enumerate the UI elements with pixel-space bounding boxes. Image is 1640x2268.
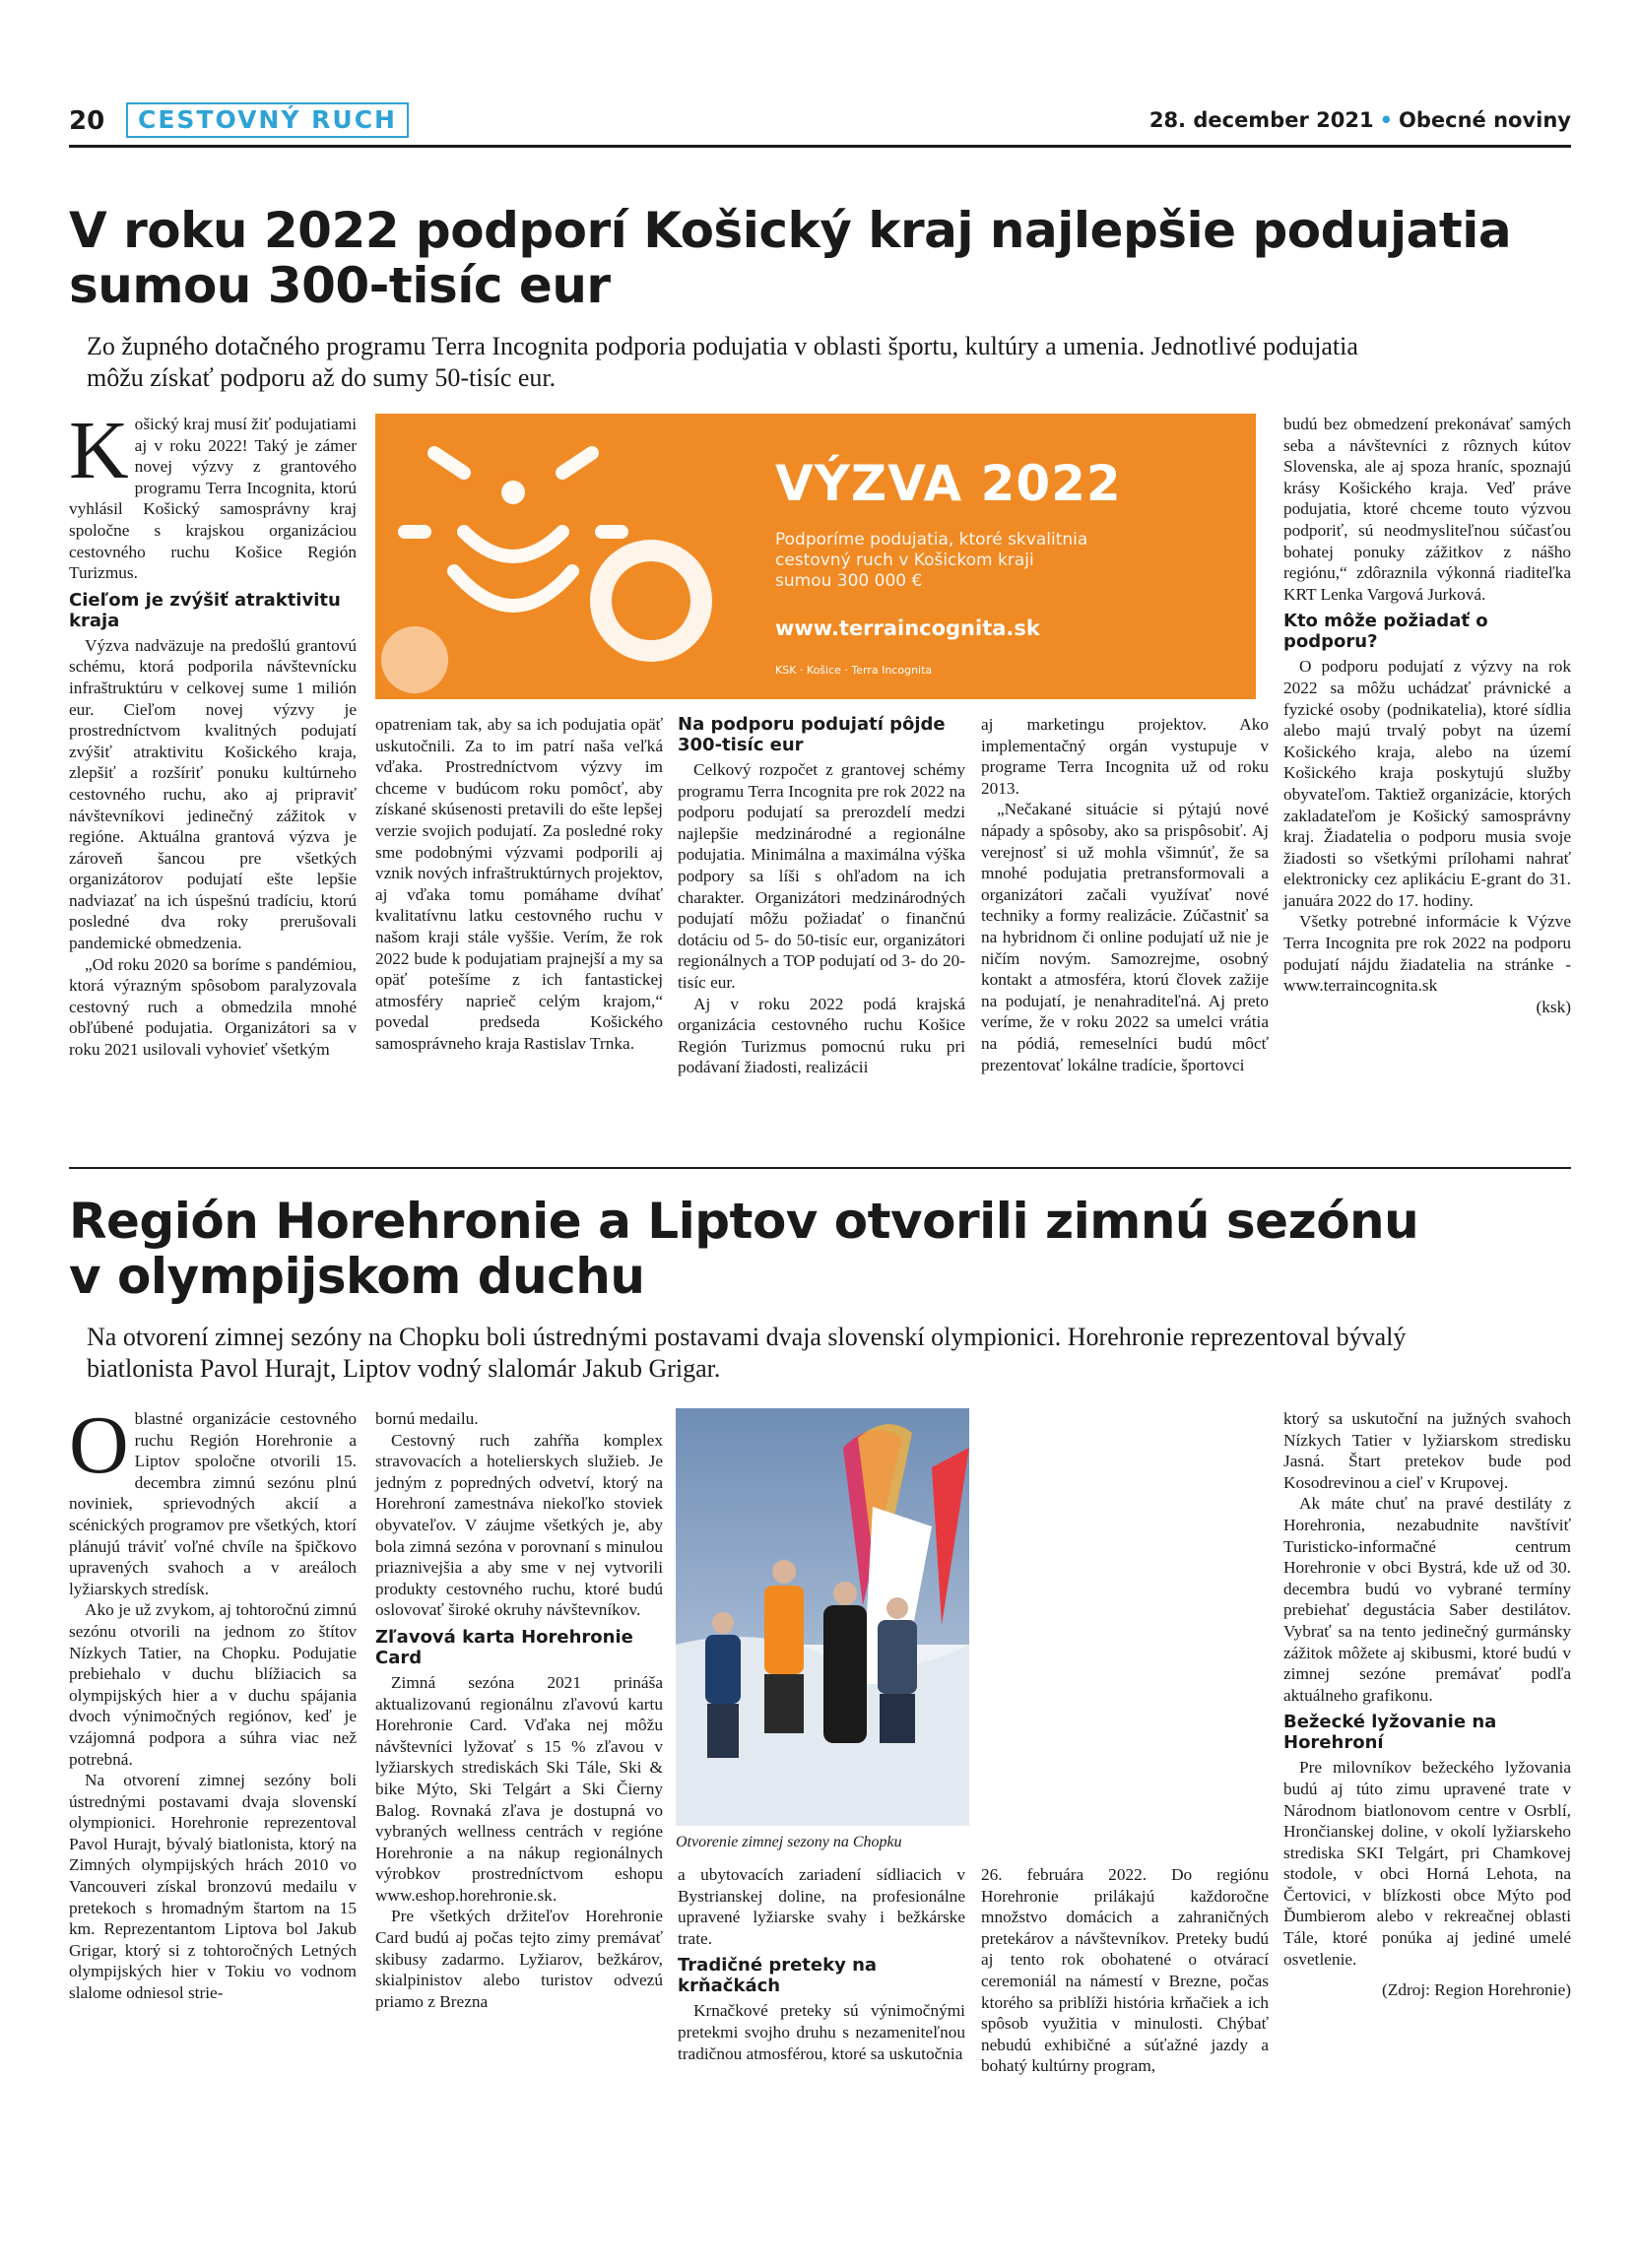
article1-title-line1: V roku 2022 podporí Košický kraj najlepšie podujatia xyxy=(69,202,1512,259)
article1-credit: (ksk) xyxy=(1536,997,1571,1016)
article2-col1 xyxy=(69,1399,357,2004)
article2-col3 xyxy=(678,1864,965,2064)
banner-url[interactable]: www.terraincognita.sk xyxy=(775,616,1040,640)
paragraph: Pre všetkých držiteľov Horehronie Card budú aj počas tejto zimy premávať skibusy zadarmo. Lyžiarov, bežkárov, skialpinistov alebo turistov odvezú priamo z Brezna xyxy=(375,1907,663,2011)
article2-title-line1: Región Horehronie a Liptov otvorili zimnú sezónu xyxy=(69,1193,1419,1250)
article1-col1 xyxy=(69,405,357,1061)
paragraph: ošický kraj musí žiť podujatiami aj v roku 2022! Taký je zámer novej výzvy z grantového programu Terra Incognita, ktorú vyhlásil Košický samosprávny kraj spoločne s krajskou organizáciou cestovného ruchu Košice Región Turizmus. xyxy=(69,415,357,583)
paragraph: „Nečakané situácie si pýtajú nové nápady a spôsoby, ako sa prispôsobiť. Aj verejnosť si už mohla všimnúť, že sa mnohé podujatia pretransformovali a organizátori začali využívať nové techniky a formy realizácie. Zúčastniť sa na hybridnom či online podujatí už nie je ničím novým. Samozrejme, osobný kontakt a atmosféra, ktorú človek zažije na podujatí, je nenahraditeľná. Aj preto veríme, že v roku 2022 sa umelci vrátia na pódiá, remeselníci budú môcť prezentovať lokálne tradície, športovci xyxy=(981,800,1269,1074)
paragraph: 26. februára 2022. Do regiónu Horehronie prilákajú každoročne množstvo domácich a zahraničných pretekárov a návštevníkov. Preteky budú aj tento rok obohatené o otvárací ceremoniál na námestí v Brezne, počas ktorého sa priblíži história krňačiek a ich spôsob využitia v minulosti. Chýbať nebudú exhibičné a súťažné jazdy a bohatý kultúrny program, xyxy=(981,1865,1269,2076)
article1-col2 xyxy=(375,714,663,1055)
banner-sub2: cestovný ruch v Košickom kraji xyxy=(775,551,1034,570)
article2-title xyxy=(69,1194,1418,1304)
article1-col4 xyxy=(981,714,1269,1075)
paragraph: opatreniam tak, aby sa ich podujatia opäť uskutočnili. Za to im patrí naša veľká vďaka. Prostredníctvom výzvy im chceme v budúcom roku pomôcť, aby získané skúsenosti pretavili do ešte lepšej verzie svojich podujatí. Za posledné roky sme podobnými výzvami podporili aj vznik nových infraštruktúrnych projektov, aj vďaka tomu pomáhame dvíhať kvalitatívnu latku cestovného ruchu v našom kraji stále vyššie. Verím, že rok 2022 bude k podujatiam prajnejší a my sa opäť potešíme z ich fantastickej atmosféry naprieč celým krajom,“ povedal predseda Košického samosprávneho kraja Rastislav Trnka. xyxy=(375,715,663,1053)
paragraph: Cestovný ruch zahŕňa komplex stravovacích a hotelierskych služieb. Je jedným z popredných odvetví, ktorý na Horehroní zamestnáva niekoľko stoviek obyvateľov. V záujme všetkých je, aby bola zimná sezóna v porovnaní s minulou priaznivejšia a aby sme v nej vytvorili produkty cestovného ruchu, ktoré budú oslovovať široké okruhy návštevníkov. xyxy=(375,1430,663,1620)
article-divider xyxy=(69,1167,1571,1169)
page-number: 20 xyxy=(69,106,105,136)
paragraph: budú bez obmedzení prekonávať samých seba a návštevníci z rôznych kútov Slovenska, ale aj spoza hraníc, spoznajú krásy Košického kraja. Veď práve podujatia, ktoré chceme touto výzvou podporiť, sú neodmysliteľnou súčasťou bohatej ponuky zážitkov z nášho regiónu,“ zdôraznila výkonná riaditeľka KRT Lenka Vargová Jurková. xyxy=(1283,415,1571,604)
paragraph: „Od roku 2020 sa boríme s pandémiou, ktorá výrazným spôsobom paralyzovala cestovný ruch a obmedzila mnohé obľúbené podujatia. Organizátori sa v roku 2021 usilovali vyhovieť všetkým xyxy=(69,954,357,1060)
article1-title-line2: sumou 300-tisíc eur xyxy=(69,257,611,314)
subheading: Kto môže požiadať o podporu? xyxy=(1283,611,1488,653)
page-header xyxy=(69,102,1571,148)
paragraph: Ak máte chuť na pravé destiláty z Horehronia, nezabudnite navštíviť Turisticko-informačné centrum Horehronie v obci Bystrá, kde už od 30. decembra budú vo vybrané termíny prebiehať degustácia Saber destilátov. Vybrať sa na tento jedinečný gurmánsky zážitok môžete aj skibusmi, ktoré budú v zimnej sezóne premávať podľa aktuálneho grafikonu. xyxy=(1283,1494,1571,1705)
subheading: Na podporu podujatí pôjde 300-tisíc eur xyxy=(678,714,946,755)
header-right xyxy=(1149,108,1571,132)
paragraph: a ubytovacích zariadení sídliacich v Bystrianskej doline, na profesionálne upravené lyžiarske svahy i bežkárske trate. xyxy=(678,1865,965,1948)
paragraph: Krnačkové preteky sú výnimočnými pretekmi svojho druhu s nezameniteľnou tradičnou atmosférou, ktoré sa uskutočnia xyxy=(678,2001,965,2063)
article1-title xyxy=(69,203,1511,313)
paragraph: blastné organizácie cestovného ruchu Región Horehronie a Liptov spoločne otvorili 15. decembra zimnú sezónu plnú noviniek, sprievodných akcií a scénických programov pre všetkých, ktorí plánujú tráviť voľné chvíle na špičkovo upravených svahoch a v areáloch lyžiarskych stredísk. xyxy=(69,1409,357,1598)
article2-credit: (Zdroj: Region Horehronie) xyxy=(1382,1980,1571,2000)
paragraph: O podporu podujatí z výzvy na rok 2022 sa môžu uchádzať právnické a fyzické osoby (podnikatelia), ktoré sídlia alebo majú trvalý pobyt na území Košického kraja, alebo na území Košického kraja poskytujú služby obyvateľom. Taktiež organizácie, ktorých zakladateľom je Košický samosprávny kraj. Žiadatelia o podporu musia svoje žiadosti so všetkými prílohami nahrať elektronicky cez aplikáciu E-grant do 31. januára 2022 do 17. hodiny. xyxy=(1283,657,1571,910)
chopok-photo xyxy=(676,1408,969,1826)
separator: • xyxy=(1379,108,1394,132)
article2-lead-line2: biatlonista Pavol Hurajt, Liptov vodný slalomár Jakub Grigar. xyxy=(87,1354,721,1383)
paragraph: Pre milovníkov bežeckého lyžovania budú aj túto zimu upravené trate v Národnom biatlonovom centre v Osrblí, Hrončianskej doline, v okolí lyžiarskeho strediska SKI Telgárt, pri Chamkovej stodole, v obci Horná Lehota, na Čertovici, v blízkosti obce Mýto pod Ďumbierom alebo v rekreačnej oblasti Tále, ktoré ponúka aj jediné umelé osvetlenie. xyxy=(1283,1758,1571,1969)
issue-date: 28. december 2021 xyxy=(1148,108,1374,132)
paragraph: Výzva nadväzuje na predošlú grantovú schému, ktorá podporila návštevnícku infraštruktúru v celkovej sume 1 milión eur. Cieľom novej výzvy je prostredníctvom kvalitných podujatí zvýšiť atraktivitu Košického kraja, zlepšiť a rozšíriť ponuku kultúrneho cestovného ruchu, ako aj pripraviť návštevníkovi jedinečný zážitok v regióne. Aktuálna grantová výzva je zároveň šancou pre všetkých organizátorov podujatí ešte lepšie nadviazať na ich úspešnú tradíciu, ktorú posledné dva roky prerušovali pandemické obmedzenia. xyxy=(69,635,357,953)
article1-col3 xyxy=(678,714,965,1078)
paragraph: Celkový rozpočet z grantovej schémy programu Terra Incognita pre rok 2022 na podporu podujatí sa prerozdelí medzi najlepšie medzinárodné a regionálne podujatia. Minimálna a maximálna výška podpory sa líši s ohľadom na ich charakter. Organizátori medzinárodných podujatí môžu požiadať o finančnú dotáciu od 5- do 50-tisíc eur, organizátori regionálnych a TOP podujatí od 3- do 20-tisíc eur. xyxy=(678,760,965,992)
article2-col5 xyxy=(1283,1408,1571,2001)
paragraph: Všetky potrebné informácie k Výzve Terra Incognita pre rok 2022 na podporu podujatí nájdu žiadatelia na stránke - www.terraincognita.sk xyxy=(1283,912,1571,996)
paragraph: Zimná sezóna 2021 prináša aktualizovanú regionálnu zľavovú kartu Horehronie Card. Vďaka nej môžu návštevníci lyžovať s 15 % zľavou v lyžiarskych strediskách Ski Tále, Ski & bike Mýto, Ski Telgárt a Ski Čierny Balog. Rovnaká zľava je dostupná vo vybraných wellness centrách v regióne Horehronie a na nákup regionálnych výrobkov prostredníctvom eshopu www.eshop.horehronie.sk. xyxy=(375,1672,663,1905)
paragraph: aj marketingu projektov. Ako implementačný orgán vystupuje v programe Terra Incognita už od roku 2013. xyxy=(981,715,1269,798)
paragraph: ktorý sa uskutoční na južných svahoch Nízkych Tatier v lyžiarskom stredisku Jasná. Štart pretekov bude pod Kosodrevinou a cieľ v Krupovej. xyxy=(1283,1409,1571,1492)
banner-title: VÝZVA 2022 xyxy=(775,455,1122,512)
article1-dropcap: K xyxy=(69,405,129,496)
paragraph: Ako je už zvykom, aj tohtoročnú zimnú sezónu otvorili na jednom zo štítov Nízkych Tatier, na Chopku. Podujatie prebiehalo v duchu blížiacich sa olympijských hier a v duchu spájania dvoch výnimočných regiónov, keď je vzájomná podpora a súhra viac než potrebná. xyxy=(69,1600,357,1769)
article1-lead-line1: Zo župného dotačného programu Terra Incognita podporia podujatia v oblasti športu, kultúry a umenia. Jednotlivé podujatia xyxy=(87,332,1358,360)
subheading: Cieľom je zvýšiť atraktivitu kraja xyxy=(69,589,341,631)
section-label: CESTOVNÝ RUCH xyxy=(126,102,409,138)
article2-lead-line1: Na otvorení zimnej sezóny na Chopku boli ústrednými postavami dvaja slovenskí olympionici. Horehronie reprezentoval bývalý xyxy=(87,1323,1407,1351)
article2-col2 xyxy=(375,1408,663,2012)
article2-dropcap: O xyxy=(69,1399,129,1491)
article1-lead xyxy=(87,331,1571,394)
subheading: Zľavová karta Horehronie Card xyxy=(375,1626,633,1668)
vyzva-banner xyxy=(375,414,1256,699)
paragraph: Aj v roku 2022 podá krajská organizácia cestovného ruchu Košice Región Turizmus pomocnú ruku pri podávaní žiadosti, realizácii xyxy=(678,994,965,1077)
publication-name: Obecné noviny xyxy=(1399,108,1571,132)
terra-incognita-logo xyxy=(375,414,763,699)
subheading: Tradičné preteky na krňačkách xyxy=(678,1955,878,1997)
banner-sub3: sumou 300 000 € xyxy=(775,571,923,591)
subheading: Bežecké lyžovanie na Horehroní xyxy=(1283,1712,1497,1754)
article2-title-line2: v olympijskom duchu xyxy=(69,1248,645,1305)
banner-sub1: Podporíme podujatia, ktoré skvalitnia xyxy=(775,530,1088,550)
article2-col4 xyxy=(981,1864,1269,2077)
banner-subtitle xyxy=(775,530,1087,592)
paragraph: bornú medailu. xyxy=(375,1409,479,1428)
article1-lead-line2: môžu získať podporu až do sumy 50-tisíc eur. xyxy=(87,363,557,392)
photo-illustration xyxy=(676,1408,969,1826)
banner-logos: KSK · Košice · Terra Incognita xyxy=(775,664,933,677)
paragraph: Na otvorení zimnej sezóny boli ústrednými postavami dvaja slovenskí olympionici. Horehronie reprezentoval Pavol Hurajt, bývalý biatlonista, ktorý na Zimných olympijských hrách 2010 vo Vancouveri získal bronzovú medailu v pretekoch s hromadným štartom na 15 km. Reprezentantom Liptova bol Jakub Grigar, ktorý si z tohtoročných Letných olympijských hier v Tokiu vo vodnom slalome odniesol strie- xyxy=(69,1771,357,2003)
photo-caption: Otvorenie zimnej sezony na Chopku xyxy=(676,1834,902,1850)
article1-col5 xyxy=(1283,414,1571,1017)
article2-lead xyxy=(87,1322,1571,1385)
